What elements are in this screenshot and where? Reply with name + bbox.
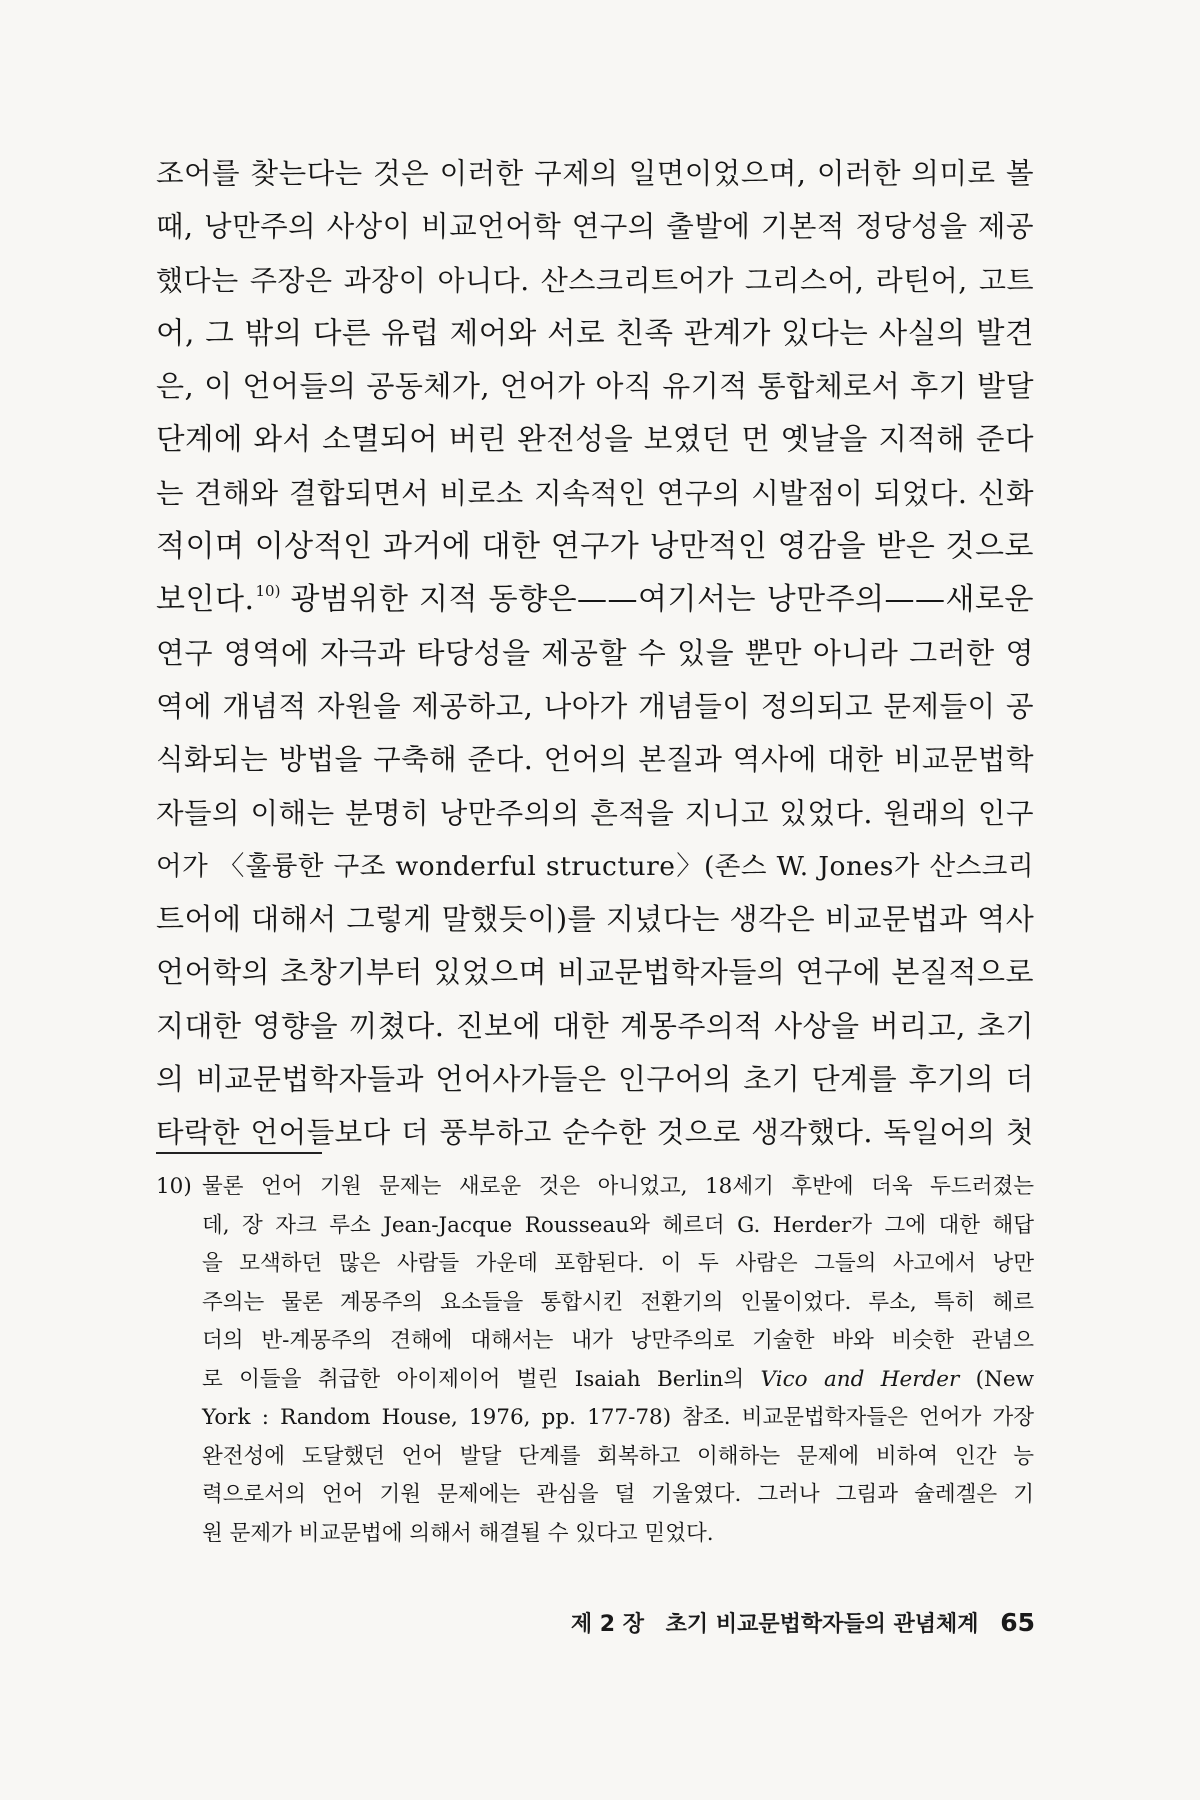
body-line: 는 견해와 결합되면서 비로소 지속적인 연구의 시발점이 되었다. 신화 [156, 476, 1034, 510]
body-line: 언어학의 초창기부터 있었으며 비교문법학자들의 연구에 본질적으로 [156, 955, 1034, 990]
book-title: Vico and Herder [760, 1366, 960, 1392]
body-line: 지대한 영향을 끼쳤다. 진보에 대한 계몽주의적 사상을 버리고, 초기 [156, 1008, 1034, 1043]
footnote-text: 물론 언어 기원 문제는 새로운 것은 아니었고, 18세기 후반에 더욱 두드러졌는 [202, 1174, 1034, 1199]
body-line: 조어를 찾는다는 것은 이러한 구제의 일면이었으며, 이러한 의미로 볼 [156, 157, 1034, 190]
body-text [156, 147, 1034, 1160]
body-line: 했다는 주장은 과장이 아니다. 산스크리트어가 그리스어, 라틴어, 고트 [156, 263, 1034, 297]
body-line: 연구 영역에 자극과 타당성을 제공할 수 있을 뿐만 아니라 그러한 영 [156, 635, 1034, 670]
footnote-line: 을 모색하던 많은 사람들 가운데 포함된다. 이 두 사람은 그들의 사고에서 낭만 [202, 1251, 1034, 1276]
footnote-line: 주의는 물론 계몽주의 요소들을 통합시킨 전환기의 인물이었다. 루소, 특히 헤르 [202, 1289, 1034, 1315]
body-line: 트어에 대해서 그렇게 말했듯이)를 지녔다는 생각은 비교문법과 역사 [156, 902, 1035, 937]
body-line: 타락한 언어들보다 더 풍부하고 순수한 것으로 생각했다. 독일어의 첫 [156, 1116, 1034, 1150]
body-line: 어, 그 밖의 다른 유럽 제어와 서로 친족 관계가 있다는 사실의 발견 [156, 315, 1034, 350]
footnote-line: 데, 장 자크 루소 Jean-Jacque Rousseau와 헤르더 G. Herder가 그에 대한 해답 [202, 1212, 1034, 1238]
footnote-line-with-title [156, 1361, 1034, 1400]
body-line: 때, 낭만주의 사상이 비교언어학 연구의 출발에 기본적 정당성을 제공 [156, 210, 1034, 244]
body-text-segment: 광범위한 지적 동향은——여기서는 낭만주의——새로운 [290, 582, 1034, 618]
page-number: 65 [1000, 1608, 1035, 1637]
footnote-first-line [156, 1168, 1034, 1207]
footnote-number: 10) [156, 1174, 192, 1199]
chapter-label: 제 2 장 [570, 1612, 644, 1637]
footnote-line: 더의 반-계몽주의 견해에 대해서는 내가 낭만주의로 기술한 바와 비슷한 관념으 [202, 1328, 1034, 1353]
footnote [156, 1168, 1034, 1553]
body-line: 의 비교문법학자들과 언어사가들은 인구어의 초기 단계를 후기의 더 [156, 1062, 1034, 1097]
footnote-text-segment: (New [959, 1366, 1034, 1392]
footnote-last-line: 원 문제가 비교문법에 의해서 해결될 수 있다고 믿었다. [202, 1520, 714, 1546]
footnote-reference[interactable]: 10) [255, 582, 281, 601]
body-line: 역에 개념적 자원을 제공하고, 나아가 개념들이 정의되고 문제들이 공 [156, 689, 1034, 723]
footnote-line: 완전성에 도달했던 언어 발달 단계를 회복하고 이해하는 문제에 비하여 인간 능 [202, 1443, 1034, 1469]
running-footer [571, 1603, 1035, 1643]
body-line: 어가 〈훌륭한 구조 wonderful structure〉(존스 W. Jones가 산스크리 [156, 850, 1034, 882]
body-line: 은, 이 언어들의 공동체가, 언어가 아직 유기적 통합체로서 후기 발달 [156, 369, 1034, 404]
chapter-title: 초기 비교문법학자들의 관념체계 [665, 1612, 979, 1637]
body-line: 적이며 이상적인 과거에 대한 연구가 낭만적인 영감을 받은 것으로 [156, 529, 1034, 565]
footnote-line: York : Random House, 1976, pp. 177-78) 참조. 비교문법학자들은 언어가 가장 [202, 1405, 1034, 1430]
body-line: 식화되는 방법을 구축해 준다. 언어의 본질과 역사에 대한 비교문법학 [156, 743, 1034, 777]
body-line: 자들의 이해는 분명히 낭만주의의 흔적을 지니고 있었다. 원래의 인구 [156, 796, 1034, 830]
footnote-separator [156, 1152, 322, 1154]
footnote-line: 력으로서의 언어 기원 문제에는 관심을 덜 기울였다. 그러나 그림과 슐레겔은 기 [202, 1482, 1034, 1507]
footnote-text-segment: 로 이들을 취급한 아이제이어 벌린 Isaiah Berlin의 [202, 1366, 761, 1392]
body-line: 단계에 와서 소멸되어 버린 완전성을 보였던 먼 옛날을 지적해 준다 [156, 422, 1034, 457]
body-text-segment: 보인다. [156, 582, 255, 618]
body-line-with-footnote-ref [156, 573, 1034, 626]
